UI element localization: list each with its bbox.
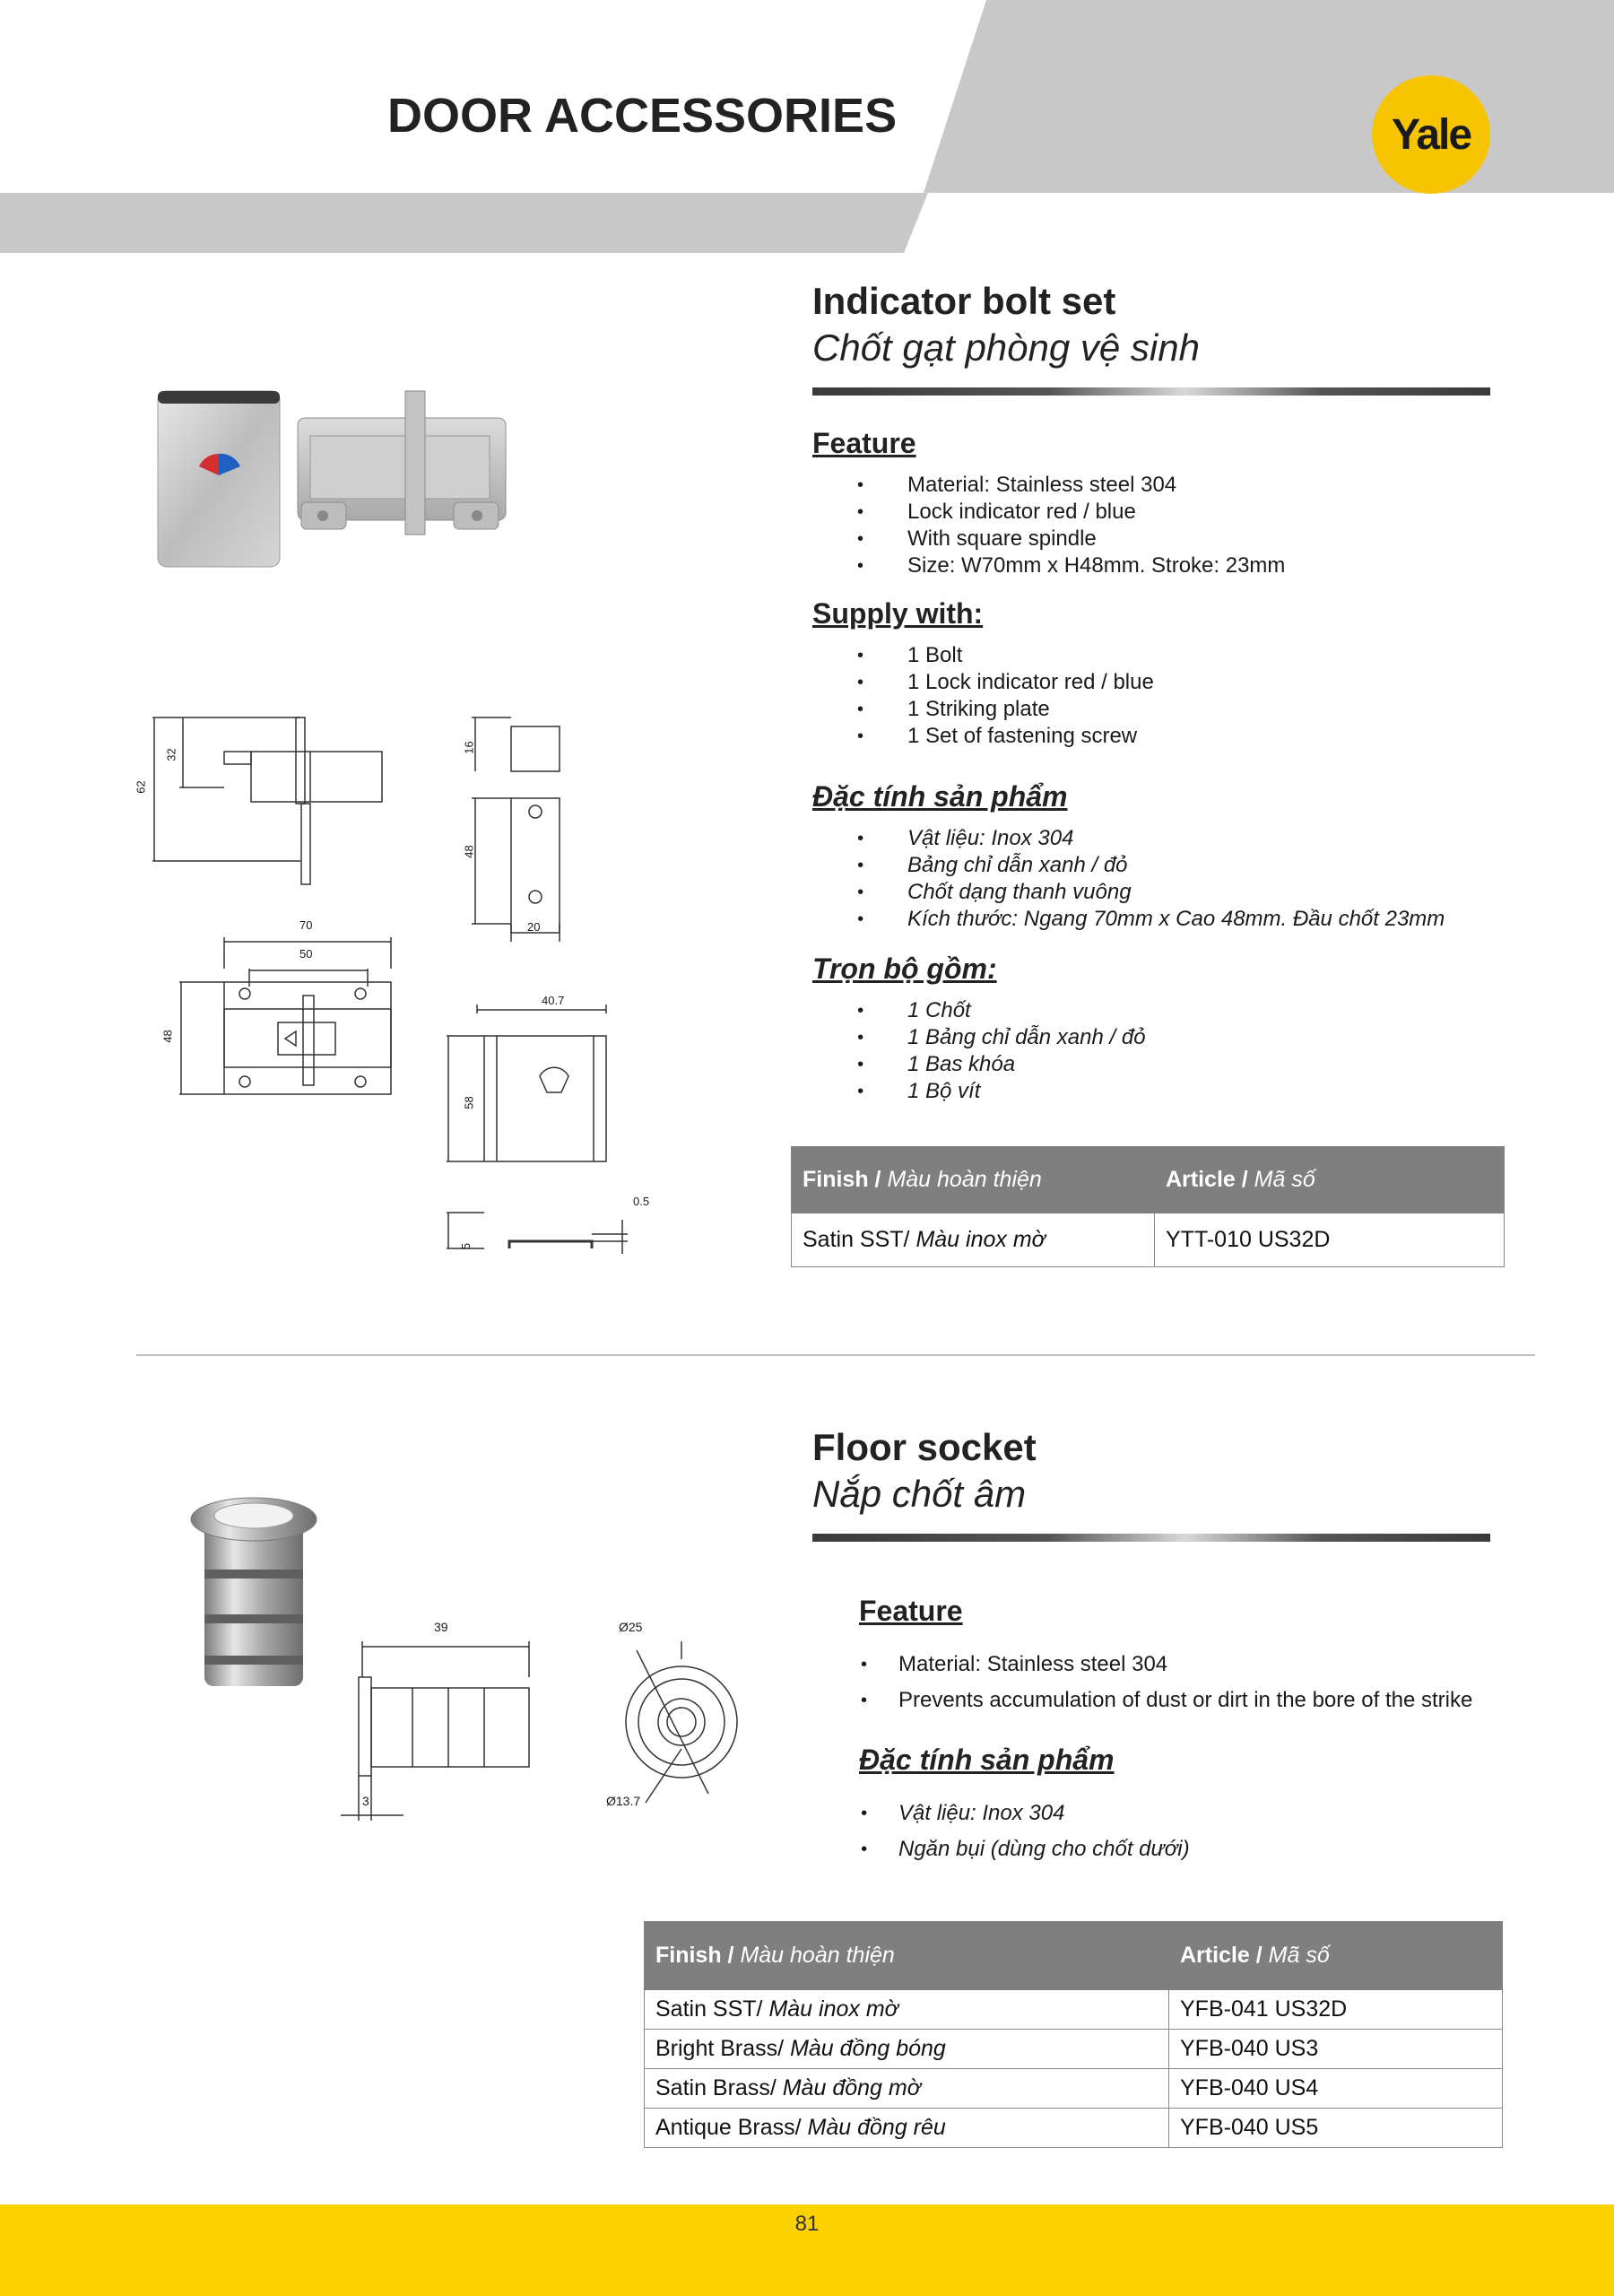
list-item: • Ngăn bụi (dùng cho chốt dưới) xyxy=(859,1831,1576,1867)
table-row: Satin SST/ Màu inox mờ YFB-041 US32D xyxy=(645,1990,1503,2030)
list-item: • Material: Stainless steel 304 xyxy=(812,472,1530,499)
vn-supply-heading: Trọn bộ gồm: xyxy=(812,952,997,985)
vn-supply-list xyxy=(812,997,1530,1105)
table-row: Satin SST/ Màu inox mờ YTT-010 US32D xyxy=(792,1213,1505,1267)
list-item: • 1 Bas khóa xyxy=(812,1051,1530,1078)
dim-label: 50 xyxy=(299,947,313,961)
dim-label: 16 xyxy=(462,741,476,754)
vn-feature-heading: Đặc tính sản phẩm xyxy=(812,780,1068,813)
dim-label: Ø25 xyxy=(619,1620,643,1634)
dim-label: 5 xyxy=(459,1242,473,1250)
article-header: Article / Mã số xyxy=(1155,1147,1505,1213)
product-title: Indicator bolt set xyxy=(812,280,1116,322)
list-item: • Material: Stainless steel 304 xyxy=(859,1647,1576,1683)
supply-list xyxy=(812,642,1530,750)
product-subtitle: Chốt gạt phòng vệ sinh xyxy=(812,326,1200,369)
list-item: • Kích thước: Ngang 70mm x Cao 48mm. Đầu chốt 23mm xyxy=(812,906,1575,933)
floor-socket-photo xyxy=(179,1480,341,1695)
list-item: • Size: W70mm x H48mm. Stroke: 23mm xyxy=(812,552,1530,579)
floor-socket-drawing xyxy=(341,1605,771,1830)
list-item: • Lock indicator red / blue xyxy=(812,499,1530,526)
yale-logo: Yale xyxy=(1372,75,1490,194)
article-header: Article / Mã số xyxy=(1169,1922,1503,1990)
list-item: • 1 Set of fastening screw xyxy=(812,723,1530,750)
dim-label: 40.7 xyxy=(542,994,565,1007)
feature-heading: Feature xyxy=(812,427,916,459)
table-row: Antique Brass/ Màu đồng rêu YFB-040 US5 xyxy=(645,2109,1503,2148)
section-divider xyxy=(136,1354,1535,1356)
vn-feature-list xyxy=(859,1796,1576,1867)
list-item: • Chốt dạng thanh vuông xyxy=(812,879,1575,906)
list-item: • Bảng chỉ dẫn xanh / đỏ xyxy=(812,852,1575,879)
dim-label: 0.5 xyxy=(633,1195,650,1208)
feature-list xyxy=(859,1647,1576,1718)
feature-heading: Feature xyxy=(859,1595,963,1627)
product-title: Floor socket xyxy=(812,1426,1037,1468)
list-item: • 1 Chốt xyxy=(812,997,1530,1024)
finish-header: Finish / Màu hoàn thiện xyxy=(645,1922,1169,1990)
list-item: • 1 Striking plate xyxy=(812,696,1530,723)
list-item: • Vật liệu: Inox 304 xyxy=(812,825,1575,852)
dim-label: 32 xyxy=(164,748,178,761)
indicator-bolt-drawing xyxy=(126,691,681,1300)
table-row: Bright Brass/ Màu đồng bóng YFB-040 US3 xyxy=(645,2030,1503,2069)
title-rule xyxy=(812,1534,1490,1542)
product-subtitle: Nắp chốt âm xyxy=(812,1473,1027,1515)
dim-label: Ø13.7 xyxy=(606,1794,641,1808)
dim-label: 58 xyxy=(462,1096,476,1109)
finish-table xyxy=(791,1146,1505,1267)
dim-label: 20 xyxy=(527,920,541,934)
finish-table xyxy=(644,1921,1503,2148)
list-item: • With square spindle xyxy=(812,526,1530,552)
list-item: • Vật liệu: Inox 304 xyxy=(859,1796,1576,1831)
supply-heading: Supply with: xyxy=(812,597,984,630)
dim-label: 3 xyxy=(362,1794,369,1808)
page-number: 81 xyxy=(794,2212,820,2236)
dim-label: 39 xyxy=(434,1620,448,1634)
list-item: • Prevents accumulation of dust or dirt in the bore of the strike xyxy=(859,1683,1576,1718)
vn-feature-heading: Đặc tính sản phẩm xyxy=(859,1744,1115,1776)
list-item: • 1 Bảng chỉ dẫn xanh / đỏ xyxy=(812,1024,1530,1051)
dim-label: 70 xyxy=(299,918,313,932)
finish-header: Finish / Màu hoàn thiện xyxy=(792,1147,1155,1213)
list-item: • 1 Bộ vít xyxy=(812,1078,1530,1105)
title-rule xyxy=(812,387,1490,396)
dim-label: 62 xyxy=(134,780,148,794)
list-item: • 1 Bolt xyxy=(812,642,1530,669)
page-title: DOOR ACCESSORIES xyxy=(387,89,898,143)
table-row: Satin Brass/ Màu đồng mờ YFB-040 US4 xyxy=(645,2069,1503,2109)
dim-label: 48 xyxy=(161,1030,175,1043)
indicator-bolt-photo xyxy=(143,368,538,574)
dim-label: 48 xyxy=(462,845,476,858)
feature-list xyxy=(812,472,1530,579)
list-item: • 1 Lock indicator red / blue xyxy=(812,669,1530,696)
vn-feature-list xyxy=(812,825,1575,933)
